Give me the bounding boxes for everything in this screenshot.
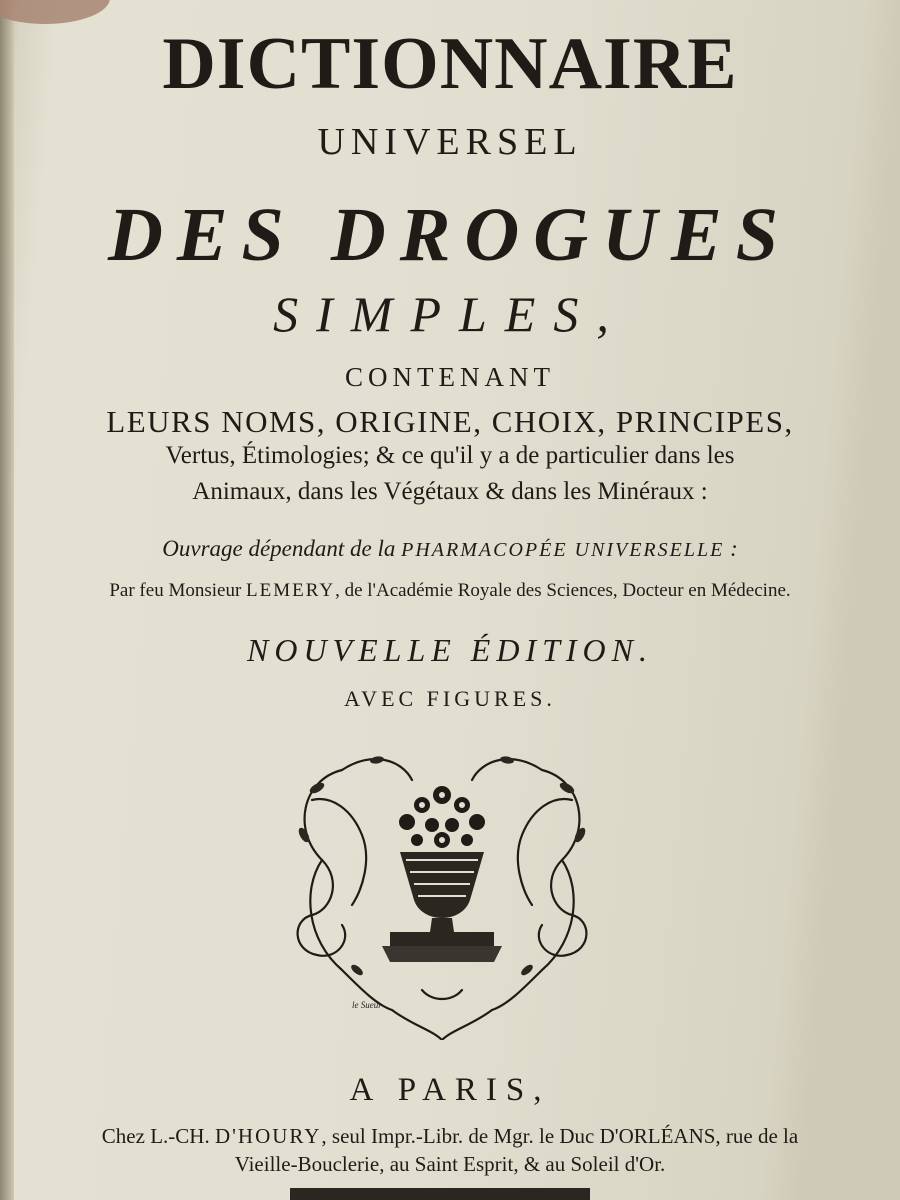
edition-line: NOUVELLE ÉDITION. — [246, 632, 653, 668]
printer-suffix: , seul Impr.-Libr. de Mgr. le Duc D'ORLÉANS, rue de la — [321, 1124, 799, 1148]
title-line-dictionnaire: DICTIONNAIRE — [162, 23, 738, 105]
printer-name: D'HOURY — [214, 1124, 322, 1148]
bottom-rule — [290, 1188, 590, 1200]
imprint-address-line: Vieille-Bouclerie, au Saint Esprit, & au Soleil d'Or. — [234, 1152, 666, 1176]
animaux-line: Animaux, dans les Végétaux & dans les Minéraux : — [192, 478, 708, 505]
author-line — [0, 580, 900, 602]
engraver-signature: le Sueur — [352, 1000, 382, 1010]
subject-line: LEURS NOMS, ORIGINE, CHOIX, PRINCIPES, — [106, 404, 794, 439]
flower-basket-vignette-icon — [282, 740, 602, 1040]
pharmacopee-title: PHARMACOPÉE UNIVERSELLE — [401, 539, 725, 561]
author-prefix: Par feu Monsieur — [109, 580, 247, 601]
contenant-heading: CONTENANT — [345, 362, 555, 392]
title-line-des-drogues: DES DROGUES — [107, 193, 793, 277]
title-line-universel: UNIVERSEL — [317, 121, 583, 163]
thumb — [0, 0, 110, 24]
figures-line: AVEC FIGURES. — [344, 686, 556, 711]
ouvrage-prefix: Ouvrage dépendant de la — [162, 536, 402, 561]
ouvrage-line — [0, 536, 900, 562]
author-suffix: , de l'Académie Royale des Sciences, Docteur en Médecine. — [335, 580, 791, 601]
imprint-city: A PARIS, — [349, 1072, 551, 1108]
vertus-line: Vertus, Étimologies; & ce qu'il y a de particulier dans les — [165, 442, 735, 469]
imprint-printer-line — [0, 1124, 900, 1149]
printer-prefix: Chez L.-CH. — [101, 1124, 215, 1148]
ouvrage-suffix: : — [724, 536, 738, 561]
title-line-simples: SIMPLES, — [273, 286, 627, 342]
author-name: LEMERY — [246, 580, 336, 601]
